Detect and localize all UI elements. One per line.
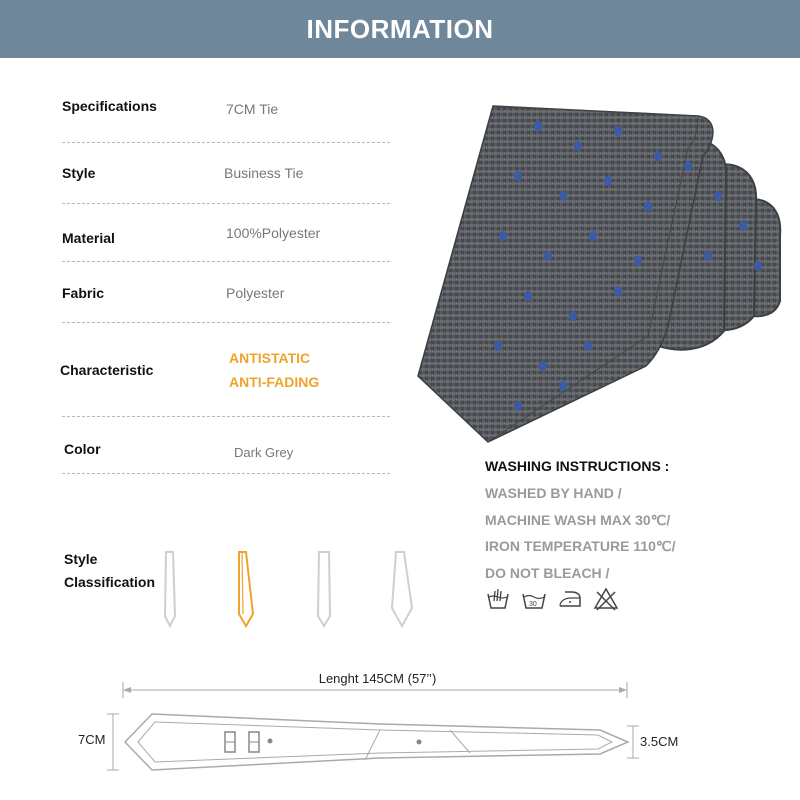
tie-shape-straight-icon xyxy=(313,548,337,628)
wash-line-iron: IRON TEMPERATURE 110℃/ xyxy=(485,538,676,554)
tie-shape-selected-icon[interactable] xyxy=(233,548,257,628)
style-classification-line1: Style xyxy=(64,551,98,567)
tie-product-image xyxy=(398,86,800,456)
spec-value-antistatic: ANTISTATIC xyxy=(229,350,311,366)
wash-line-bleach: DO NOT BLEACH / xyxy=(485,564,610,581)
spec-label-characteristic: Characteristic xyxy=(60,362,154,378)
tie-dot xyxy=(514,171,522,181)
divider xyxy=(62,473,390,474)
divider xyxy=(62,416,390,417)
spec-value-color: Dark Grey xyxy=(234,445,294,460)
washing-instructions xyxy=(485,458,676,586)
style-classification-label xyxy=(64,548,155,594)
tie-dot xyxy=(539,361,547,371)
tie-dot xyxy=(654,151,662,161)
spec-value-fabric: Polyester xyxy=(226,285,285,301)
do-not-bleach-icon xyxy=(593,586,619,612)
tie-dot xyxy=(604,176,612,186)
wash-line-machine: MACHINE WASH MAX 30℃/ xyxy=(485,511,671,528)
care-icons xyxy=(485,586,619,612)
tie-dot xyxy=(644,201,652,211)
tie-dot xyxy=(524,291,532,301)
wash-line-hand: WASHED BY HAND / xyxy=(485,485,622,501)
style-classification-line2: Classification xyxy=(64,574,156,590)
tie-dot xyxy=(569,311,577,321)
tie-dot xyxy=(574,141,582,151)
spec-value-material: 100%Polyester xyxy=(226,225,321,241)
tie-dot xyxy=(739,221,747,231)
header-bar xyxy=(0,0,800,58)
tie-dot xyxy=(499,231,507,241)
divider xyxy=(62,203,390,204)
tie-dot xyxy=(714,191,722,201)
iron-icon xyxy=(557,586,583,612)
hand-wash-icon xyxy=(485,586,511,612)
tie-dot xyxy=(534,121,542,131)
spec-value-anti-fading: ANTI-FADING xyxy=(229,374,320,390)
width-narrow-label: 3.5CM xyxy=(640,734,679,749)
spec-value-specifications: 7CM Tie xyxy=(226,101,279,117)
tie-dot xyxy=(494,341,502,351)
tie-dot xyxy=(589,231,597,241)
spec-label-color: Color xyxy=(64,441,101,457)
divider xyxy=(62,261,390,262)
tie-dot xyxy=(614,126,622,136)
spec-label-fabric: Fabric xyxy=(62,285,105,301)
tie-dot xyxy=(754,261,762,271)
tie-dot xyxy=(634,256,642,266)
spec-label-specifications: Specifications xyxy=(62,98,157,114)
tie-dot xyxy=(614,286,622,296)
wash-temp-label: 30 xyxy=(529,601,537,608)
length-label: Lenght 145CM (57’’) xyxy=(318,671,437,686)
tie-dot xyxy=(559,191,567,201)
tie-dot xyxy=(684,161,692,171)
spec-label-style: Style xyxy=(62,165,96,181)
page-title: INFORMATION xyxy=(306,13,494,44)
tie-length-diagram xyxy=(0,680,800,780)
tie-dot xyxy=(544,251,552,261)
spec-value-style: Business Tie xyxy=(224,165,304,181)
width-wide-label: 7CM xyxy=(78,732,106,747)
divider xyxy=(62,142,390,143)
spec-label-material: Material xyxy=(62,230,115,246)
tie-shape-wide-icon xyxy=(388,548,416,628)
tie-dot xyxy=(704,251,712,261)
tie-dot xyxy=(514,401,522,411)
tie-dot xyxy=(584,341,592,351)
machine-wash-30-icon xyxy=(521,586,547,612)
tie-dot xyxy=(559,381,567,391)
tie-shape-skinny-icon xyxy=(160,548,184,628)
washing-title: WASHING INSTRUCTIONS : xyxy=(485,458,670,474)
divider xyxy=(62,322,390,323)
